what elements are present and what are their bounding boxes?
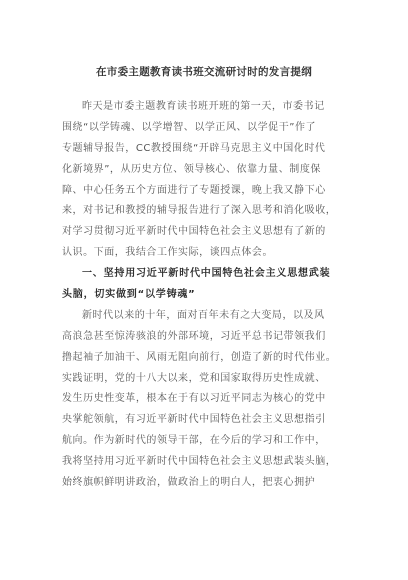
paragraph-line: 撸起袖子加油干、风雨无阻向前行，创造了新的时代伟业。: [62, 351, 337, 363]
paragraph-line: 专题辅导报告，CC教授围绕“开辟马克思主义中国化时代: [62, 142, 326, 154]
paragraph-line: 化新境界”，从历史方位、领导核心、依靠力量、制度保: [62, 163, 321, 175]
paragraph-line: 发生历史性变革，根本在于有以习近平同志为核心的党中: [62, 393, 326, 405]
paragraph-line: 障、中心任务五个方面进行了专题授课，晚上我又静下心: [62, 184, 326, 196]
paragraph-line: 认识。下面，我结合工作实际，谈四点体会。: [62, 247, 273, 259]
paragraph-line: 对学习贯彻习近平新时代中国特色社会主义思想有了新的: [62, 226, 326, 238]
paragraph-line: 昨天是市委主题教育读书班开班的第一天，市委书记: [82, 101, 325, 112]
paragraph-line: 我将坚持用习近平新时代中国特色社会主义思想武装头脑，: [62, 456, 337, 468]
document-title: 在市委主题教育读书班交流研讨时的发言提纲: [96, 66, 312, 78]
section-heading-continued: 头脑，切实做到“以学铸魂”: [62, 289, 196, 301]
paragraph-line: 围绕“以学铸魂、以学增智、以学正风、以学促干”作了: [62, 121, 317, 133]
paragraph-line: 航向。作为新时代的领导干部，在今后的学习和工作中，: [62, 435, 326, 447]
paragraph-line: 实践证明，党的十八大以来，党和国家取得历史性成就、: [62, 372, 326, 384]
paragraph-line: 来，对书记和教授的辅导报告进行了深入思考和消化吸收，: [62, 205, 337, 217]
paragraph-line: 高浪急甚至惊涛骇浪的外部环境，习近平总书记带领我们: [62, 330, 326, 342]
paragraph-line: 始终旗帜鲜明讲政治，做政治上的明白人，把衷心拥护: [62, 477, 316, 489]
paragraph-line: 央掌舵领航，有习近平新时代中国特色社会主义思想指引: [62, 414, 326, 426]
section-heading: 一、坚持用习近平新时代中国特色社会主义思想武装: [82, 268, 331, 280]
paragraph-line: 新时代以来的十年，面对百年未有之大变局，以及风: [82, 309, 325, 321]
document-body: [62, 97, 354, 494]
